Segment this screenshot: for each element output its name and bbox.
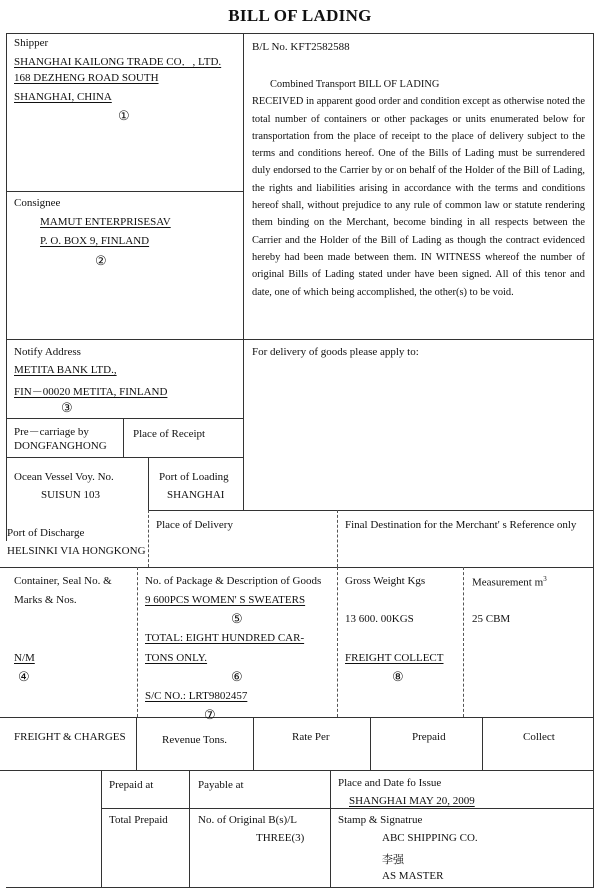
container-label-2: Marks & Nos.: [14, 594, 77, 606]
pre-carriage-value: DONGFANGHONG: [14, 440, 107, 452]
divider-bottom-3: [330, 770, 331, 887]
port-discharge-label: Port of Discharge: [7, 527, 85, 539]
shipper-line-3: SHANGHAI, CHINA: [14, 91, 112, 103]
original-bl-value: THREE(3): [256, 832, 305, 844]
measurement-superscript: 3: [543, 575, 547, 583]
divider-consignee-notify: [6, 339, 594, 340]
terms-body: RECEIVED in apparent good order and condition except as otherwise noted the total number of containers or other packages or units enumerated below for transportation from the place of receipt to the place of delivery subject to the terms and conditions hereof. One of the Bills of Lading must be surrendered duly endorsed to the Carrier by or on behalf of the Holder of the Bill of Lading, the rights and liabilities arising in accordance with the terms and conditions hereof shall, without prejudice to any rule of common law or statute rendering them binding on the Merchant, become binding in all respects between the Carrier and the Holder of the Bill of Lading as though the contract evidenced hereby had been made between them. IN WITNESS whereof the number of original Bills of Lading stated under have been signed. All of this tenor and date, one of which being accomplished, the other(s) to be void.: [252, 96, 585, 298]
packages-total-2: TONS ONLY.: [145, 652, 208, 664]
measurement-value: 25 CBM: [472, 613, 511, 625]
gross-weight-label: Gross Weight Kgs: [345, 575, 426, 587]
final-destination-label: Final Destination for the Merchant' s Reference only: [345, 519, 577, 531]
notify-label: Notify Address: [14, 346, 81, 358]
divider-charges-3: [370, 717, 371, 770]
divider-weight-measurement: [463, 567, 464, 717]
revenue-tons-label: Revenue Tons.: [162, 734, 228, 746]
packages-marker-7: ⑦: [204, 707, 216, 722]
terms-heading: Combined Transport BILL OF LADING: [270, 79, 440, 90]
port-discharge-value: HELSINKI VIA HONGKONG: [7, 545, 146, 557]
pre-carriage-label: Pre－carriage by: [14, 426, 89, 438]
packages-label: No. of Package & Description of Goods: [145, 575, 322, 587]
divider-vessel-loading: [148, 457, 149, 510]
shipper-label: Shipper: [14, 37, 49, 49]
frame-left-upper: [6, 33, 7, 541]
packages-total-1: TOTAL: EIGHT HUNDRED CAR-: [145, 632, 305, 644]
consignee-line-2: P. O. BOX 9, FINLAND: [40, 235, 150, 247]
consignee-label: Consignee: [14, 197, 61, 209]
consignee-line-1: MAMUT ENTERPRISESAV: [40, 216, 171, 228]
divider-precarriage-vessel: [6, 457, 243, 458]
gross-weight-value: 13 600. 00KGS: [345, 613, 414, 625]
notify-marker: ③: [61, 400, 73, 415]
measurement-label: [472, 575, 547, 589]
divider-loading-discharge: [148, 510, 594, 511]
divider-notify-precarriage: [6, 418, 243, 419]
stamp-line-1: ABC SHIPPING CO.: [382, 832, 478, 844]
divider-bottom-1: [101, 770, 102, 887]
divider-charges-2: [253, 717, 254, 770]
place-of-receipt-label: Place of Receipt: [133, 428, 206, 440]
container-label-1: Container, Seal No. &: [14, 575, 112, 587]
packages-line-1: 9 600PCS WOMEN' S SWEATERS: [145, 594, 306, 606]
port-loading-label: Port of Loading: [159, 471, 229, 483]
divider-ports-goods: [0, 567, 594, 568]
divider-charges-bottom: [0, 770, 594, 771]
divider-col-main: [243, 33, 244, 510]
frame-right: [593, 33, 594, 887]
prepaid-at-label: Prepaid at: [109, 779, 154, 791]
gross-weight-marker: ⑧: [392, 669, 404, 684]
divider-delivery-final: [337, 510, 338, 567]
document-title: BILL OF LADING: [228, 6, 372, 25]
collect-label: Collect: [523, 731, 555, 743]
original-bl-label: No. of Original B(s)/L: [198, 814, 297, 826]
delivery-apply-label: For delivery of goods please apply to:: [252, 346, 419, 358]
divider-container-packages: [137, 567, 138, 717]
divider-precarriage-receipt: [123, 418, 124, 457]
place-date-issue-label: Place and Date fo Issue: [338, 777, 442, 789]
divider-bottom-2: [189, 770, 190, 887]
packages-marker-6: ⑥: [231, 669, 243, 684]
stamp-line-3: AS MASTER: [382, 870, 444, 882]
freight-collect: FREIGHT COLLECT: [345, 652, 444, 664]
stamp-signature-label: Stamp & Signatrue: [338, 814, 423, 826]
place-delivery-label: Place of Delivery: [156, 519, 233, 531]
packages-marker-5: ⑤: [231, 611, 243, 626]
divider-shipper-consignee: [6, 191, 243, 192]
divider-packages-weight: [337, 567, 338, 717]
shipper-line-2: 168 DEZHENG ROAD SOUTH: [14, 72, 159, 84]
packages-sc-number: S/C NO.: LRT9802457: [145, 690, 248, 702]
measurement-label-text: Measurement m: [472, 576, 544, 589]
rate-per-label: Rate Per: [292, 731, 330, 743]
total-prepaid-label: Total Prepaid: [109, 814, 168, 826]
consignee-marker: ②: [95, 253, 107, 268]
frame-bottom: [6, 887, 594, 888]
divider-charges-1: [136, 717, 137, 770]
notify-line-2: FIN－00020 METITA, FINLAND: [14, 386, 168, 398]
place-date-issue-value: SHANGHAI MAY 20, 2009: [349, 795, 475, 807]
vessel-value: SUISUN 103: [41, 489, 100, 501]
signature-name: 李强: [382, 853, 404, 866]
bl-number: B/L No. KFT2582588: [252, 41, 350, 53]
container-marker: ④: [18, 669, 30, 684]
freight-charges-label: FREIGHT & CHARGES: [14, 731, 126, 743]
divider-charges-4: [482, 717, 483, 770]
terms-block: [252, 76, 585, 301]
shipper-line-1: SHANGHAI KAILONG TRADE CO．, LTD.: [14, 56, 222, 68]
prepaid-label: Prepaid: [412, 731, 446, 743]
divider-goods-charges: [0, 717, 594, 718]
divider-bottom-mid: [101, 808, 594, 809]
vessel-label: Ocean Vessel Voy. No.: [14, 471, 114, 483]
notify-line-1: METITA BANK LTD.,: [14, 364, 117, 376]
port-loading-value: SHANGHAI: [167, 489, 225, 501]
divider-discharge-delivery: [148, 510, 149, 567]
payable-at-label: Payable at: [198, 779, 244, 791]
shipper-marker: ①: [118, 108, 130, 123]
frame-top: [6, 33, 594, 34]
container-value: N/M: [14, 652, 35, 664]
